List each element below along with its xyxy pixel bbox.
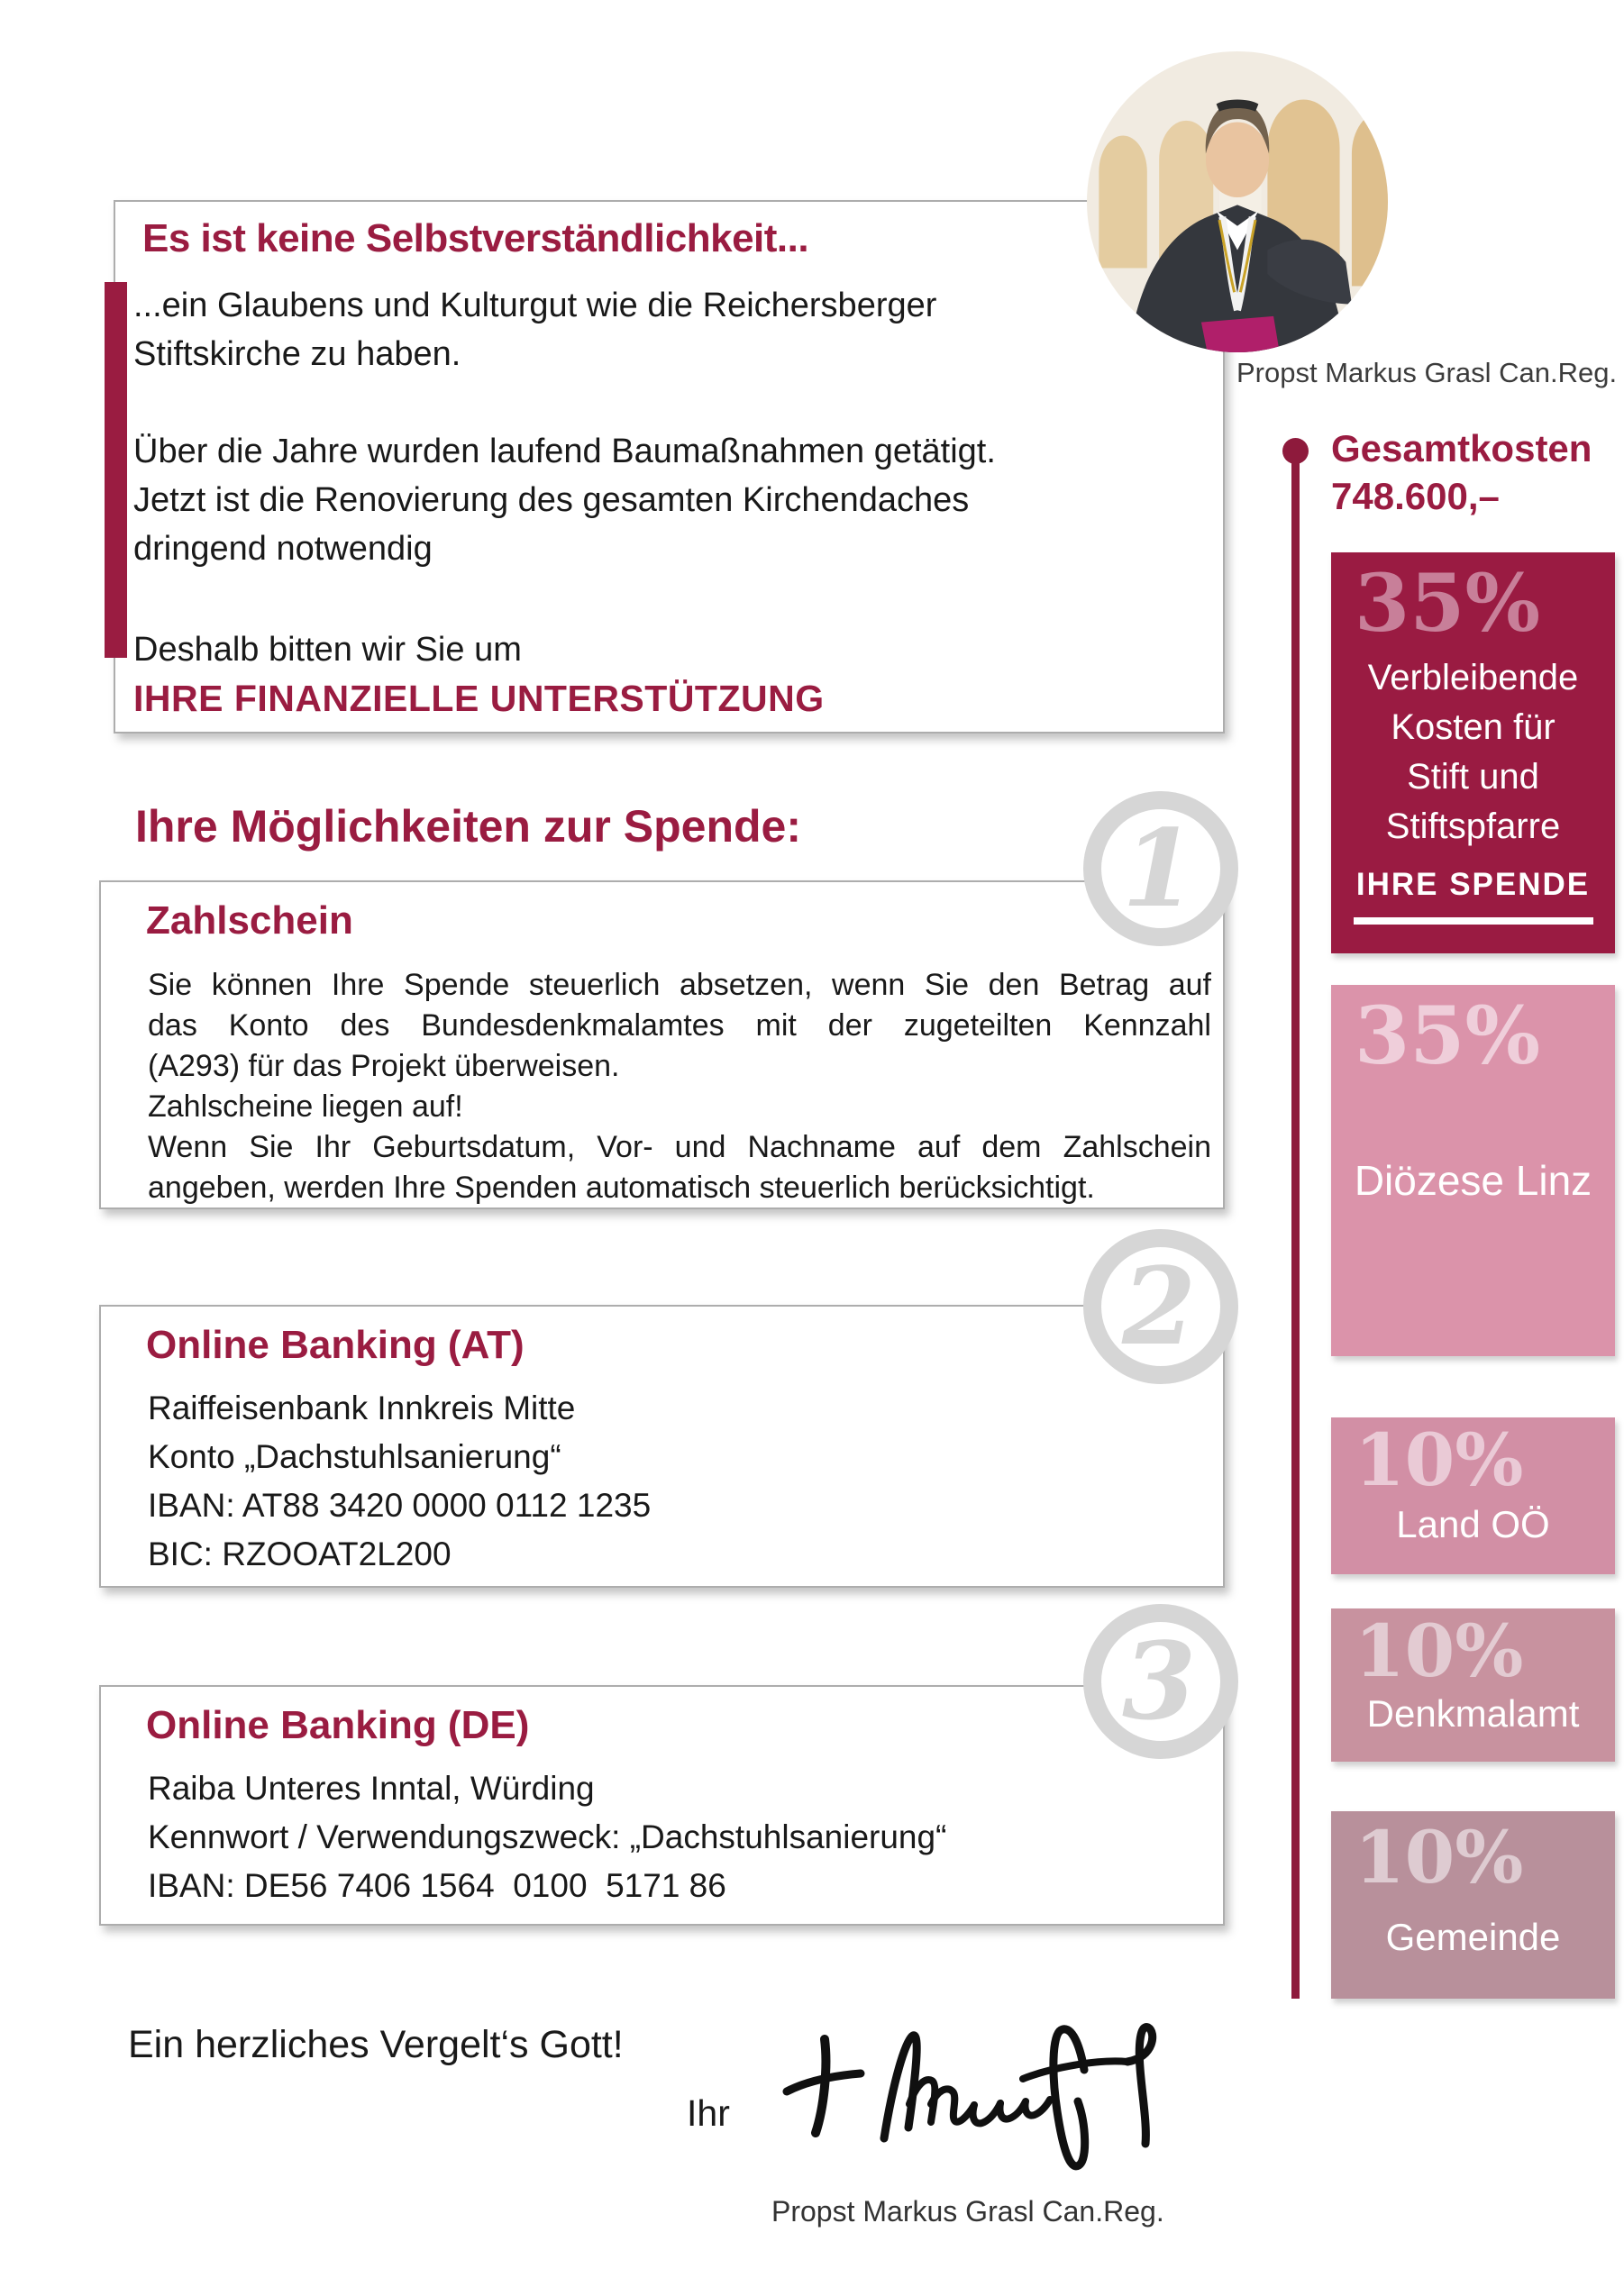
step-number-circle-3 — [1083, 1604, 1238, 1759]
cost-label-line: Kosten für — [1391, 707, 1556, 747]
percent-value: 35% — [1355, 556, 1541, 650]
cost-label-line: Stiftspfarre — [1385, 806, 1561, 846]
timeline-line — [1291, 455, 1300, 1999]
intro-line: ...ein Glaubens und Kulturgut wie die Reichersberger — [133, 287, 937, 324]
signoff-text: Ihr — [687, 2092, 730, 2134]
cost-label-line: Verbleibende — [1367, 658, 1579, 697]
option-title: Zahlschein — [146, 898, 353, 943]
signature-caption: Propst Markus Grasl Can.Reg. — [771, 2195, 1164, 2228]
cost-label: Diözese Linz — [1354, 1157, 1592, 1204]
bank-detail-line: IBAN: DE56 7406 1564 0100 5171 86 — [148, 1867, 726, 1904]
cost-box-gemeinde — [1331, 1811, 1615, 1999]
step-number-circle-2 — [1083, 1229, 1238, 1384]
option-card-online-banking-at — [99, 1305, 1225, 1588]
propst-photo — [1087, 51, 1388, 352]
red-accent-bar — [105, 282, 127, 658]
intro-line: Deshalb bitten wir Sie um — [133, 631, 522, 669]
section-heading: Ihre Möglichkeiten zur Spende: — [135, 801, 801, 852]
option-text-line: angeben, werden Ihre Spenden automatisch steuerlich berücksichtigt. — [148, 1171, 1095, 1205]
costs-heading — [1331, 424, 1592, 520]
ihre-spende-underline — [1354, 917, 1593, 925]
intro-emphasis: IHRE FINANZIELLE UNTERSTÜTZUNG — [133, 678, 825, 719]
propst-photo-illustration — [1087, 51, 1388, 352]
photo-caption: Propst Markus Grasl Can.Reg. — [1236, 357, 1618, 388]
cost-box-ihre-spende — [1331, 552, 1615, 953]
signature-image — [769, 2014, 1170, 2190]
bank-detail-line: Raiffeisenbank Innkreis Mitte — [148, 1390, 576, 1426]
step-number-circle-1 — [1083, 791, 1238, 946]
cost-label: Gemeinde — [1385, 1916, 1561, 1958]
bank-detail-line: Konto „Dachstuhlsanierung“ — [148, 1438, 561, 1475]
thanks-text: Ein herzliches Vergelt‘s Gott! — [128, 2023, 624, 2066]
intro-line: dringend notwendig — [133, 530, 433, 568]
percent-value: 10% — [1355, 1608, 1524, 1693]
costs-label: Gesamtkosten — [1331, 427, 1592, 469]
option-text-line: Zahlscheine liegen auf! — [148, 1089, 463, 1124]
cost-label: Denkmalamt — [1366, 1692, 1580, 1735]
costs-amount: 748.600,– — [1331, 475, 1500, 517]
option-text-line: Wenn Sie Ihr Geburtsdatum, Vor- und Nachname auf dem Zahlschein — [148, 1130, 1211, 1164]
intro-line: Jetzt ist die Renovierung des gesamten Kirchendaches — [133, 481, 970, 519]
bank-detail-line: IBAN: AT88 3420 0000 0112 1235 — [148, 1487, 652, 1524]
intro-line: Stiftskirche zu haben. — [133, 335, 461, 373]
option-card-zahlschein — [99, 880, 1225, 1209]
cost-box-land-ooe — [1331, 1417, 1615, 1574]
percent-value: 35% — [1355, 989, 1541, 1082]
option-card-online-banking-de — [99, 1685, 1225, 1926]
percent-value: 10% — [1355, 1417, 1524, 1502]
ihre-spende-note: IHRE SPENDE — [1355, 867, 1591, 902]
cost-box-dioezese-linz — [1331, 985, 1615, 1356]
option-title: Online Banking (DE) — [146, 1703, 530, 1747]
step-number: 1 — [1121, 806, 1197, 931]
option-text-line: das Konto des Bundesdenkmalamtes mit der zugeteilten Kennzahl — [148, 1008, 1211, 1043]
step-number: 3 — [1121, 1618, 1197, 1744]
cost-label-line: Stift und — [1407, 757, 1539, 797]
intro-line: Über die Jahre wurden laufend Baumaßnahmen getätigt. — [133, 433, 996, 470]
timeline-bullet — [1282, 438, 1309, 464]
option-text-line: (A293) für das Projekt überweisen. — [148, 1049, 620, 1083]
step-number: 2 — [1121, 1244, 1197, 1369]
option-title: Online Banking (AT) — [146, 1323, 525, 1367]
cost-label: Land OÖ — [1396, 1503, 1550, 1545]
intro-heading: Es ist keine Selbstverständlichkeit... — [142, 216, 809, 260]
bank-detail-line: BIC: RZOOAT2L200 — [148, 1535, 452, 1572]
bank-detail-line: Kennwort / Verwendungszweck: „Dachstuhlsanierung“ — [148, 1818, 947, 1855]
cost-box-denkmalamt — [1331, 1608, 1615, 1762]
option-text-line: Sie können Ihre Spende steuerlich absetzen, wenn Sie den Betrag auf — [148, 968, 1211, 1002]
bank-detail-line: Raiba Unteres Inntal, Würding — [148, 1770, 595, 1807]
percent-value: 10% — [1355, 1815, 1524, 1900]
